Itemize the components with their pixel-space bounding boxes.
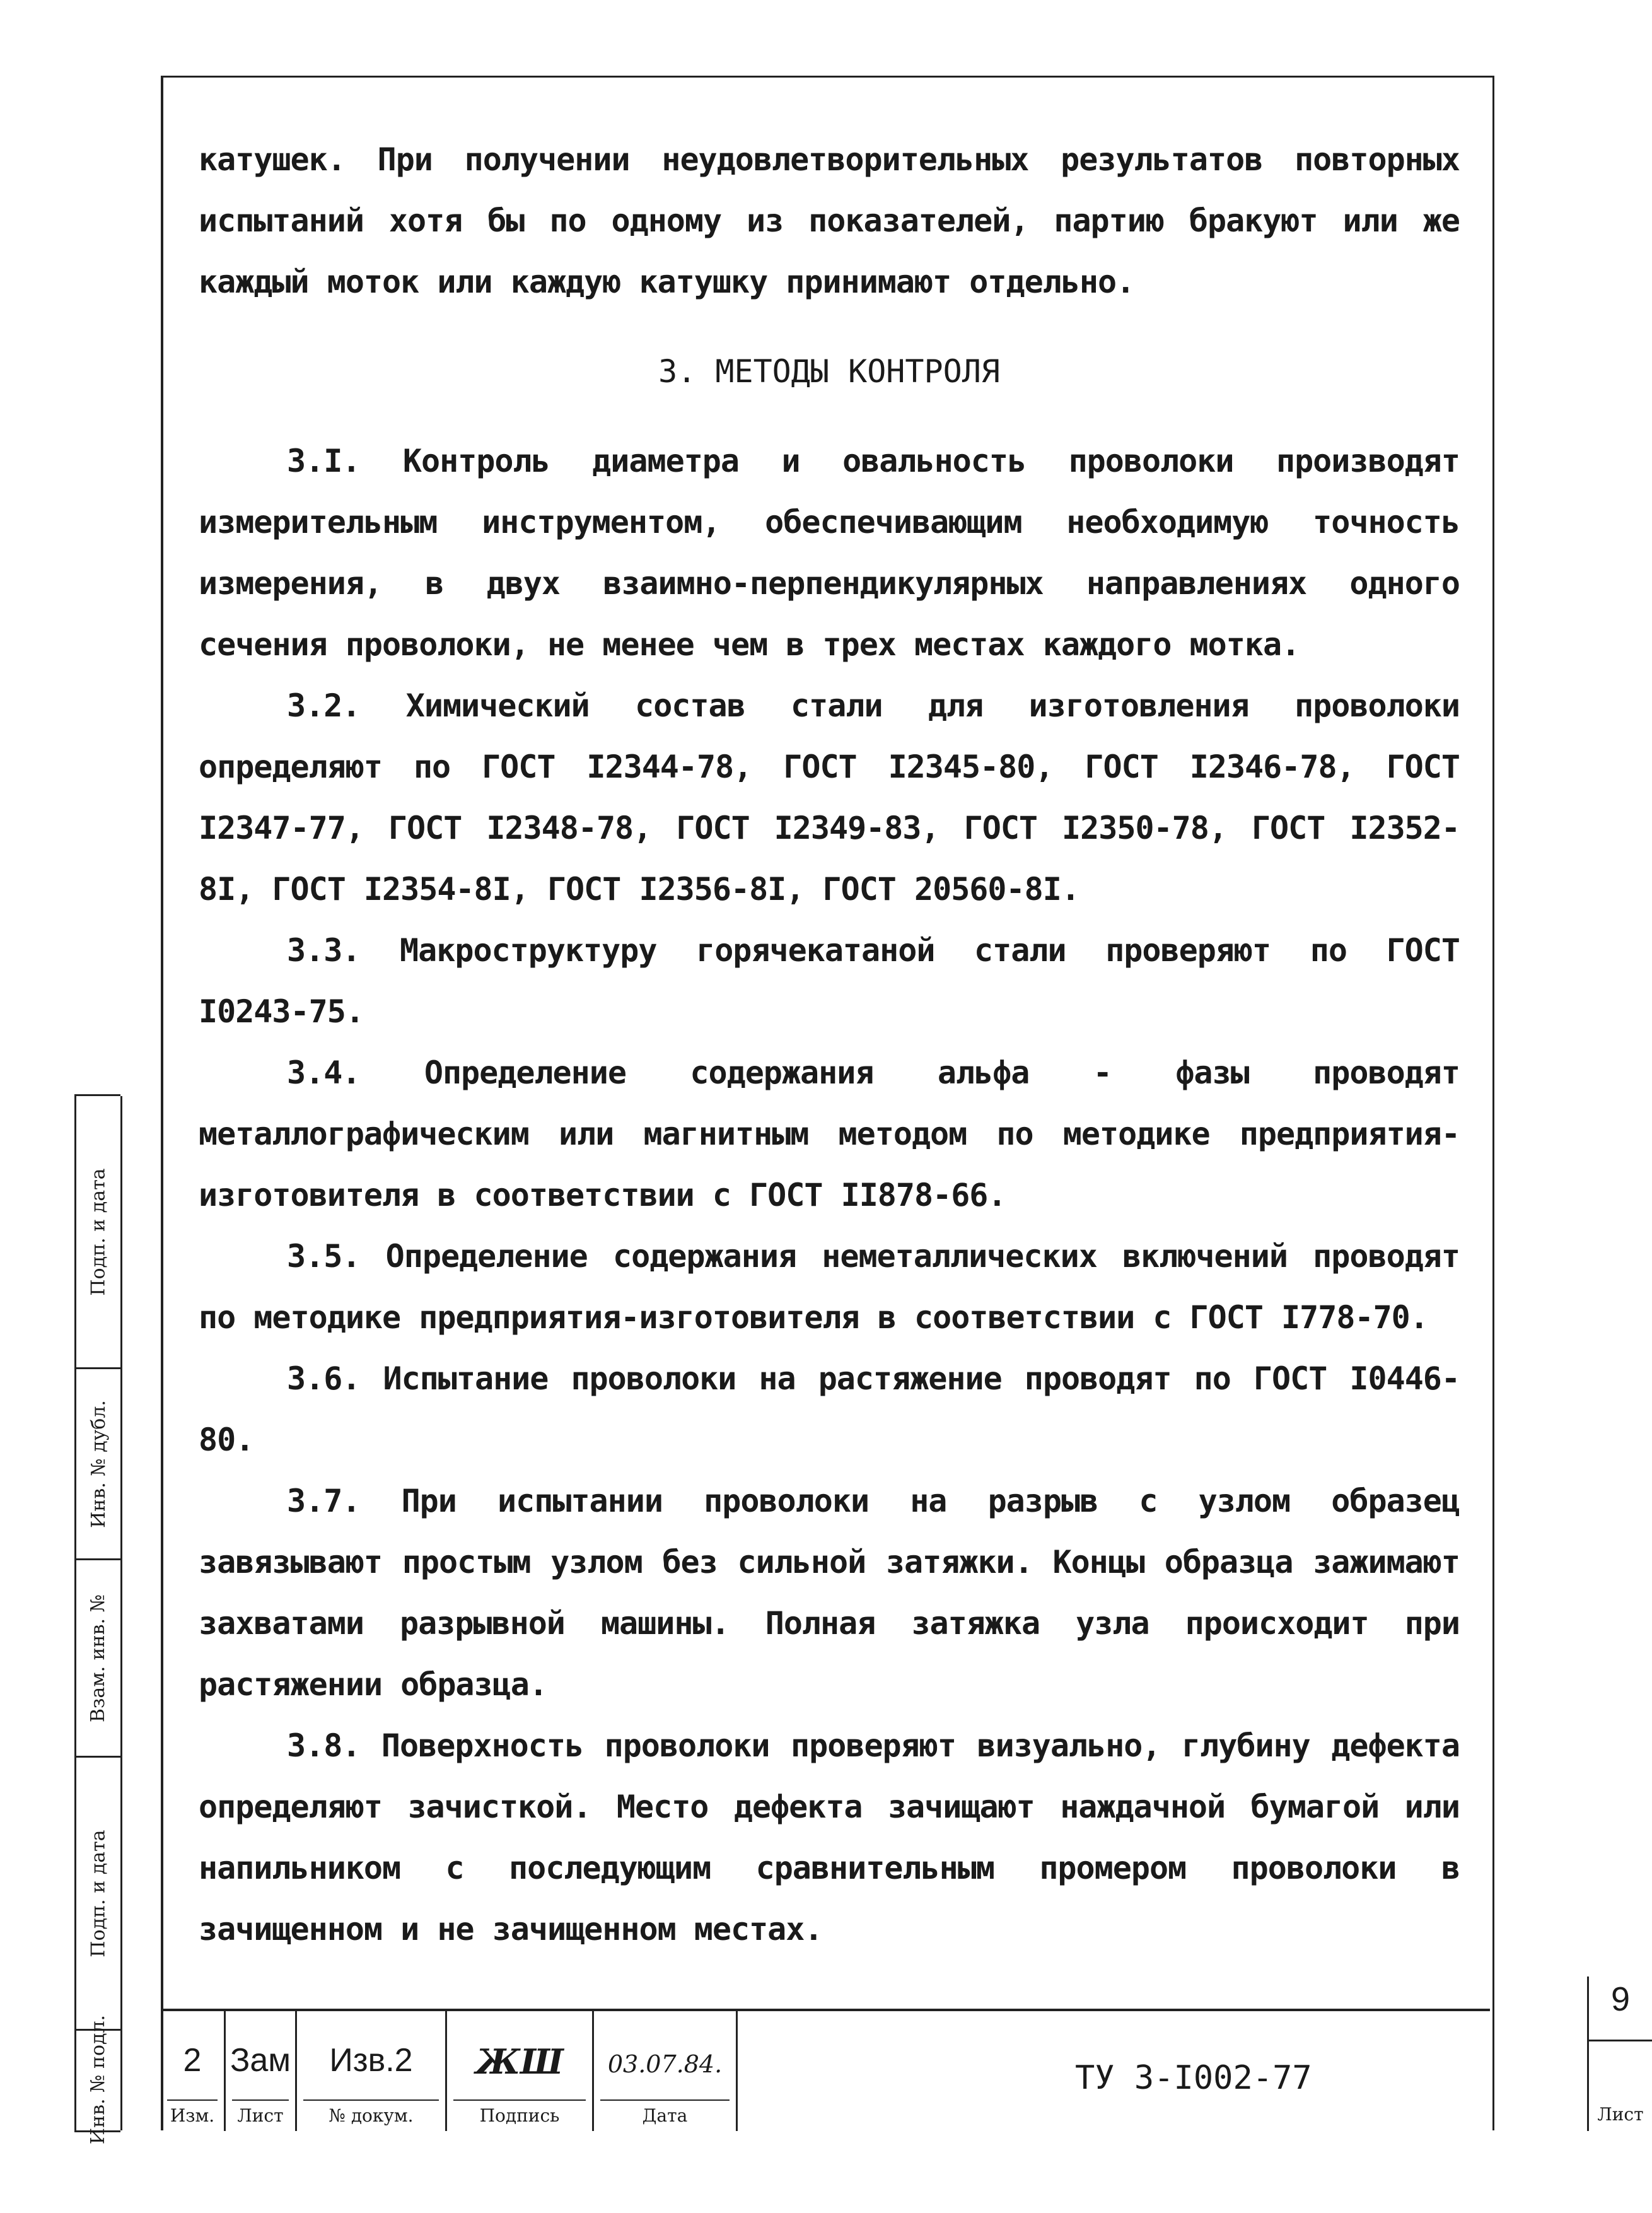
tb-underline bbox=[303, 2099, 439, 2101]
doc-label: № докум. bbox=[329, 2105, 414, 2126]
paragraph-3-8: 3.8. Поверхность проволоки проверяют визуально, глубину дефекта определяют зачисткой. Место дефекта зачищают наждачной бумагой или напильником с последующим сравнительным промером проволоки в зачищенном и не зачищенном местах. bbox=[199, 1727, 1460, 1947]
izm-value: 2 bbox=[183, 2042, 202, 2079]
sheet-box bbox=[1587, 1977, 1652, 2131]
tb-underline bbox=[453, 2099, 586, 2101]
side-label-inv-podl: Инв. № подл. bbox=[87, 2014, 110, 2145]
date-value: 03.07.84. bbox=[607, 2050, 723, 2078]
side-cell-podp-data-2 bbox=[76, 1758, 120, 2031]
side-label-podp-data-1: Подп. и дата bbox=[87, 1167, 110, 1296]
tb-col-doc bbox=[297, 2011, 447, 2131]
sheet-label: Лист bbox=[1597, 2104, 1644, 2125]
signature-label: Подпись bbox=[479, 2105, 560, 2126]
izm-label: Изм. bbox=[170, 2105, 215, 2126]
tb-col-list bbox=[226, 2011, 297, 2131]
side-cell-inv-podl bbox=[76, 2014, 120, 2145]
sheet-number: 9 bbox=[1610, 1980, 1631, 2018]
tb-underline bbox=[167, 2099, 218, 2101]
side-cell-podp-data-1 bbox=[76, 1096, 120, 1369]
tb-underline bbox=[232, 2099, 289, 2101]
paragraph-3-1: 3.I. Контроль диаметра и овальность проволоки производят измерительным инструментом, обеспечивающим необходимую точность измерения, в двух взаимно-перпендикулярных направлениях одного сечения проволоки, не менее чем в трех местах каждого мотка. bbox=[199, 443, 1460, 663]
list-label: Лист bbox=[237, 2105, 284, 2126]
signature-value: ЖШ bbox=[475, 2041, 564, 2082]
side-stamp bbox=[74, 1094, 120, 2145]
paragraph-3-7: 3.7. При испытании проволоки на разрыв с узлом образец завязывают простым узлом без сильной затяжки. Концы образца зажимают захватами разрывной машины. Полная затяжка узла происходит при растяжении образца. bbox=[199, 1483, 1460, 1703]
paragraph-3-5: 3.5. Определение содержания неметаллических включений проводят по методике предприятия-изготовителя в соответствии с ГОСТ I778-70. bbox=[199, 1238, 1460, 1336]
tb-col-date bbox=[594, 2011, 738, 2131]
paragraph-3-4: 3.4. Определение содержания альфа - фазы проводят металлографическим или магнитным методом по методике предприятия-изготовителя в соответствии с ГОСТ II878-66. bbox=[199, 1054, 1460, 1213]
side-label-vzam-inv: Взам. инв. № bbox=[87, 1594, 110, 1722]
side-stamp-inner-column bbox=[120, 1096, 163, 2130]
tb-col-signature bbox=[447, 2011, 594, 2131]
section-title: 3. МЕТОДЫ КОНТРОЛЯ bbox=[658, 353, 1000, 390]
side-cell-vzam-inv bbox=[76, 1560, 120, 1758]
paragraph-3-3: 3.3. Макроструктуру горячекатаной стали проверяют по ГОСТ I0243-75. bbox=[199, 932, 1460, 1030]
tb-underline bbox=[600, 2099, 730, 2101]
side-label-podp-data-2: Подп. и дата bbox=[87, 1829, 110, 1958]
intro-paragraph: катушек. При получении неудовлетворительных результатов повторных испытаний хотя бы по одному из показателей, партию бракуют или же каждый моток или каждую катушку принимают отдельно. bbox=[199, 141, 1460, 300]
side-label-inv-dubl: Инв. № дубл. bbox=[87, 1399, 110, 1528]
tb-col-izm bbox=[161, 2011, 226, 2131]
list-value: Зам bbox=[230, 2042, 291, 2079]
document-body bbox=[199, 129, 1460, 1960]
date-label: Дата bbox=[642, 2105, 688, 2126]
sheet-divider bbox=[1589, 2040, 1652, 2041]
document-code: ТУ 3-I002-77 bbox=[1075, 2059, 1312, 2097]
side-cell-inv-dubl bbox=[76, 1369, 120, 1560]
doc-value: Изв.2 bbox=[329, 2042, 413, 2079]
title-block bbox=[161, 1980, 1644, 2131]
paragraph-3-2: 3.2. Химический состав стали для изготовления проволоки определяют по ГОСТ I2344-78, ГОСТ I2345-80, ГОСТ I2346-78, ГОСТ I2347-77, ГОСТ I2348-78, ГОСТ I2349-83, ГОСТ I2350-78, ГОСТ I2352-8I, ГОСТ I2354-8I, ГОСТ I2356-8I, ГОСТ 20560-8I. bbox=[199, 687, 1460, 908]
paragraph-3-6: 3.6. Испытание проволоки на растяжение проводят по ГОСТ I0446-80. bbox=[199, 1360, 1460, 1458]
